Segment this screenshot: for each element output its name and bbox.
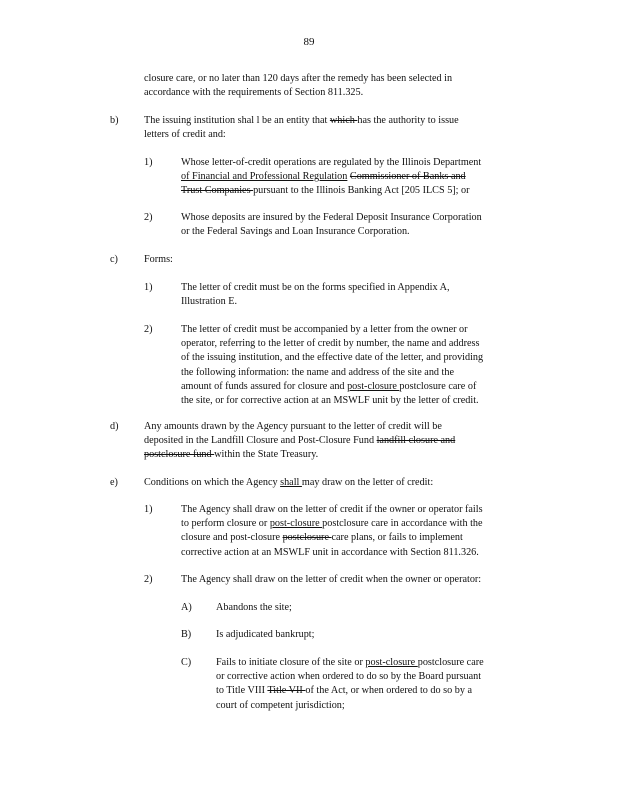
section-c-heading: Forms:: [144, 254, 173, 265]
subitem-label: B): [181, 629, 192, 640]
text-line: closure care, or no later than 120 days after the remedy has been selected in: [144, 73, 453, 84]
item-label: 2): [144, 324, 153, 335]
item-label: 1): [144, 157, 153, 168]
text-line: accordance with the requirements of Section 811.325.: [144, 87, 364, 99]
struck-text: postclosure: [282, 532, 332, 544]
section-e-item-2: [181, 573, 481, 587]
text-line: postclosure fund within the State Treasury.: [144, 449, 319, 461]
section-c-item-1: [181, 281, 450, 309]
section-b-item-1: [181, 156, 481, 199]
item-label: 1): [144, 504, 153, 515]
text-line: The Agency shall draw on the letter of credit when the owner or operator:: [181, 574, 482, 585]
struck-text: landfill closure and: [376, 435, 456, 447]
text-line: amount of funds assured for closure and post-closure postclosure care of: [181, 380, 477, 392]
text-line: to perform closure or post-closure postclosure care in accordance with the: [181, 518, 483, 530]
text-line: Any amounts drawn by the Agency pursuant to the letter of credit will be: [144, 421, 442, 432]
struck-text: Trust Companies: [181, 185, 254, 197]
section-b-paragraph: [144, 114, 459, 142]
section-e-item-1: [181, 503, 483, 560]
text-line: to Title VIII Title VII of the Act, or when ordered to do so by a: [216, 685, 473, 697]
subitem-label: A): [181, 602, 192, 613]
text-line: [181, 170, 481, 184]
struck-text: postclosure fund: [144, 449, 215, 461]
text-line: The issuing institution shal l be an entity that which has the authority to issue: [144, 115, 459, 126]
text-line: of the issuing institution, and the effective date of the letter, and providing: [181, 352, 484, 364]
inserted-text: of Financial and Professional Regulation: [181, 171, 348, 183]
text-line: letters of credit and:: [144, 129, 226, 141]
section-label-b: b): [110, 115, 119, 126]
text-line: or the Federal Savings and Loan Insurance Corporation.: [181, 226, 410, 238]
inserted-text: post-closure: [269, 518, 323, 530]
text-line: The letter of credit must be accompanied by a letter from the owner or: [181, 324, 468, 335]
text-line: the following information: the name and address of the site and the: [181, 366, 455, 378]
text-line: corrective action at an MSWLF unit in accordance with Section 811.326.: [181, 546, 479, 558]
text-line: or corrective action when ordered to do so by the Board pursuant: [216, 671, 482, 683]
section-label-c: c): [110, 254, 118, 265]
page-number: 89: [303, 36, 315, 48]
struck-text: which: [329, 115, 358, 126]
text-line: Conditions on which the Agency shall may draw on the letter of credit:: [144, 477, 434, 488]
struck-text: Commissioner of Banks and: [349, 171, 466, 183]
text-line: The Agency shall draw on the letter of credit if the owner or operator fails: [181, 504, 483, 515]
item-label: 1): [144, 282, 153, 293]
text-line: Whose deposits are insured by the Federal Deposit Insurance Corporation: [181, 212, 482, 223]
text-line: Whose letter-of-credit operations are regulated by the Illinois Department: [181, 157, 482, 168]
inserted-text: post-closure: [365, 657, 418, 668]
inserted-text: shall: [280, 477, 302, 488]
intro-paragraph: [144, 72, 514, 100]
text-line: closure and post-closure postclosure care plans, or fails to implement: [181, 532, 463, 544]
struck-text: Title VII: [267, 685, 306, 697]
item-label: 2): [144, 574, 153, 585]
text-line: The letter of credit must be on the forms specified in Appendix A,: [181, 282, 450, 293]
text-line: Fails to initiate closure of the site or post-closure postclosure care: [216, 657, 484, 668]
text-line: the site, or for corrective action at an MSWLF unit by the letter of credit.: [181, 395, 479, 407]
text-line: court of competent jurisdiction;: [216, 699, 345, 711]
subitem-c: [216, 656, 484, 713]
text-line: operator, referring to the letter of credit by number, the name and address: [181, 338, 480, 350]
subitem-a: Abandons the site;: [216, 602, 292, 613]
section-label-d: d): [110, 421, 119, 432]
text-line: deposited in the Landfill Closure and Post-Closure Fund landfill closure and: [144, 435, 456, 447]
section-c-item-2: [181, 323, 483, 408]
section-d-paragraph: [144, 420, 455, 463]
subitem-b: Is adjudicated bankrupt;: [216, 629, 315, 640]
subitem-label: C): [181, 657, 192, 668]
section-e-paragraph: [144, 476, 433, 490]
text-line: Illustration E.: [181, 296, 238, 308]
inserted-text: post-closure: [347, 380, 400, 392]
item-label: 2): [144, 212, 153, 223]
section-b-item-2: [181, 211, 482, 239]
text-line: Trust Companies pursuant to the Illinois Banking Act [205 ILCS 5]; or: [181, 185, 470, 197]
section-label-e: e): [110, 477, 118, 488]
